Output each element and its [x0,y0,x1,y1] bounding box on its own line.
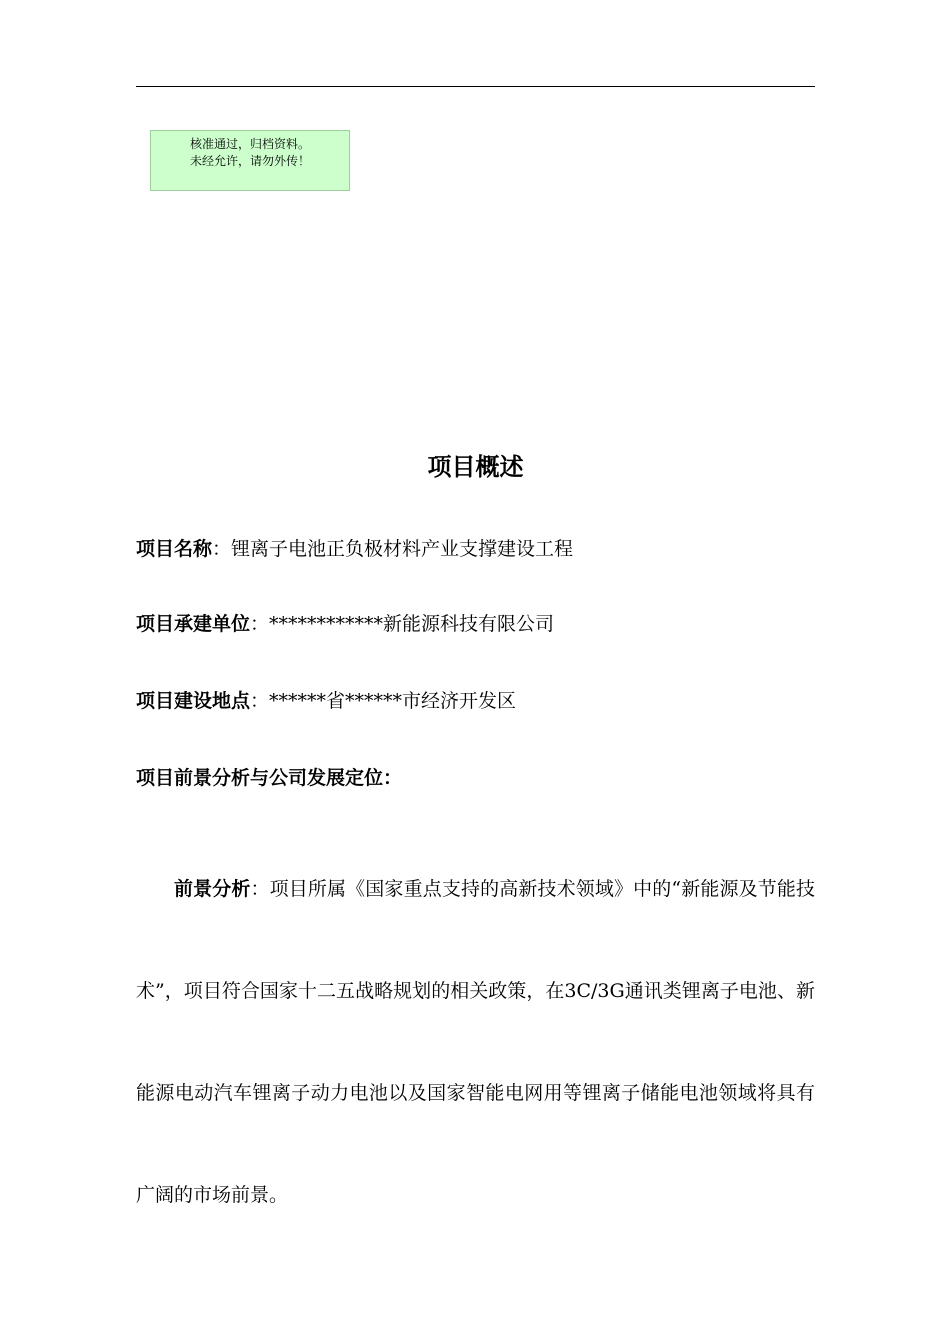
contractor-label: 项目承建单位 [136,613,251,635]
location-label: 项目建设地点 [136,690,251,712]
prospect-heading: 项目前景分析与公司发展定位： [136,767,403,789]
contractor-value: ：************新能源科技有限公司 [250,613,555,635]
analysis-text: ：项目所属《国家重点支持的高新技术领域》中的“新能源及节能技术”，项目符合国家十二五战略规划的相关政策，在3C/3G通讯类锂离子电池、新能源电动汽车锂离子动力电池以及国家智能电网用等锂离子储能电池领域将具有广阔的市场前景。 [136,878,815,1206]
prospect-heading-field [136,763,815,793]
archive-stamp [150,130,350,191]
header-rule [136,86,815,87]
analysis-label: 前景分析 [174,878,251,900]
location-field [136,686,815,716]
project-name-value: ：锂离子电池正负极材料产业支撑建设工程 [212,538,574,560]
contractor-field [136,609,815,639]
document-title: 项目概述 [427,453,524,481]
location-value: ：******省******市经济开发区 [250,690,517,712]
stamp-line-1: 核准通过，归档资料。 [189,137,310,151]
project-name-field [136,534,815,564]
project-name-label: 项目名称 [136,538,213,560]
analysis-paragraph [136,838,815,1246]
stamp-line-2: 未经允许，请勿外传！ [189,154,310,168]
